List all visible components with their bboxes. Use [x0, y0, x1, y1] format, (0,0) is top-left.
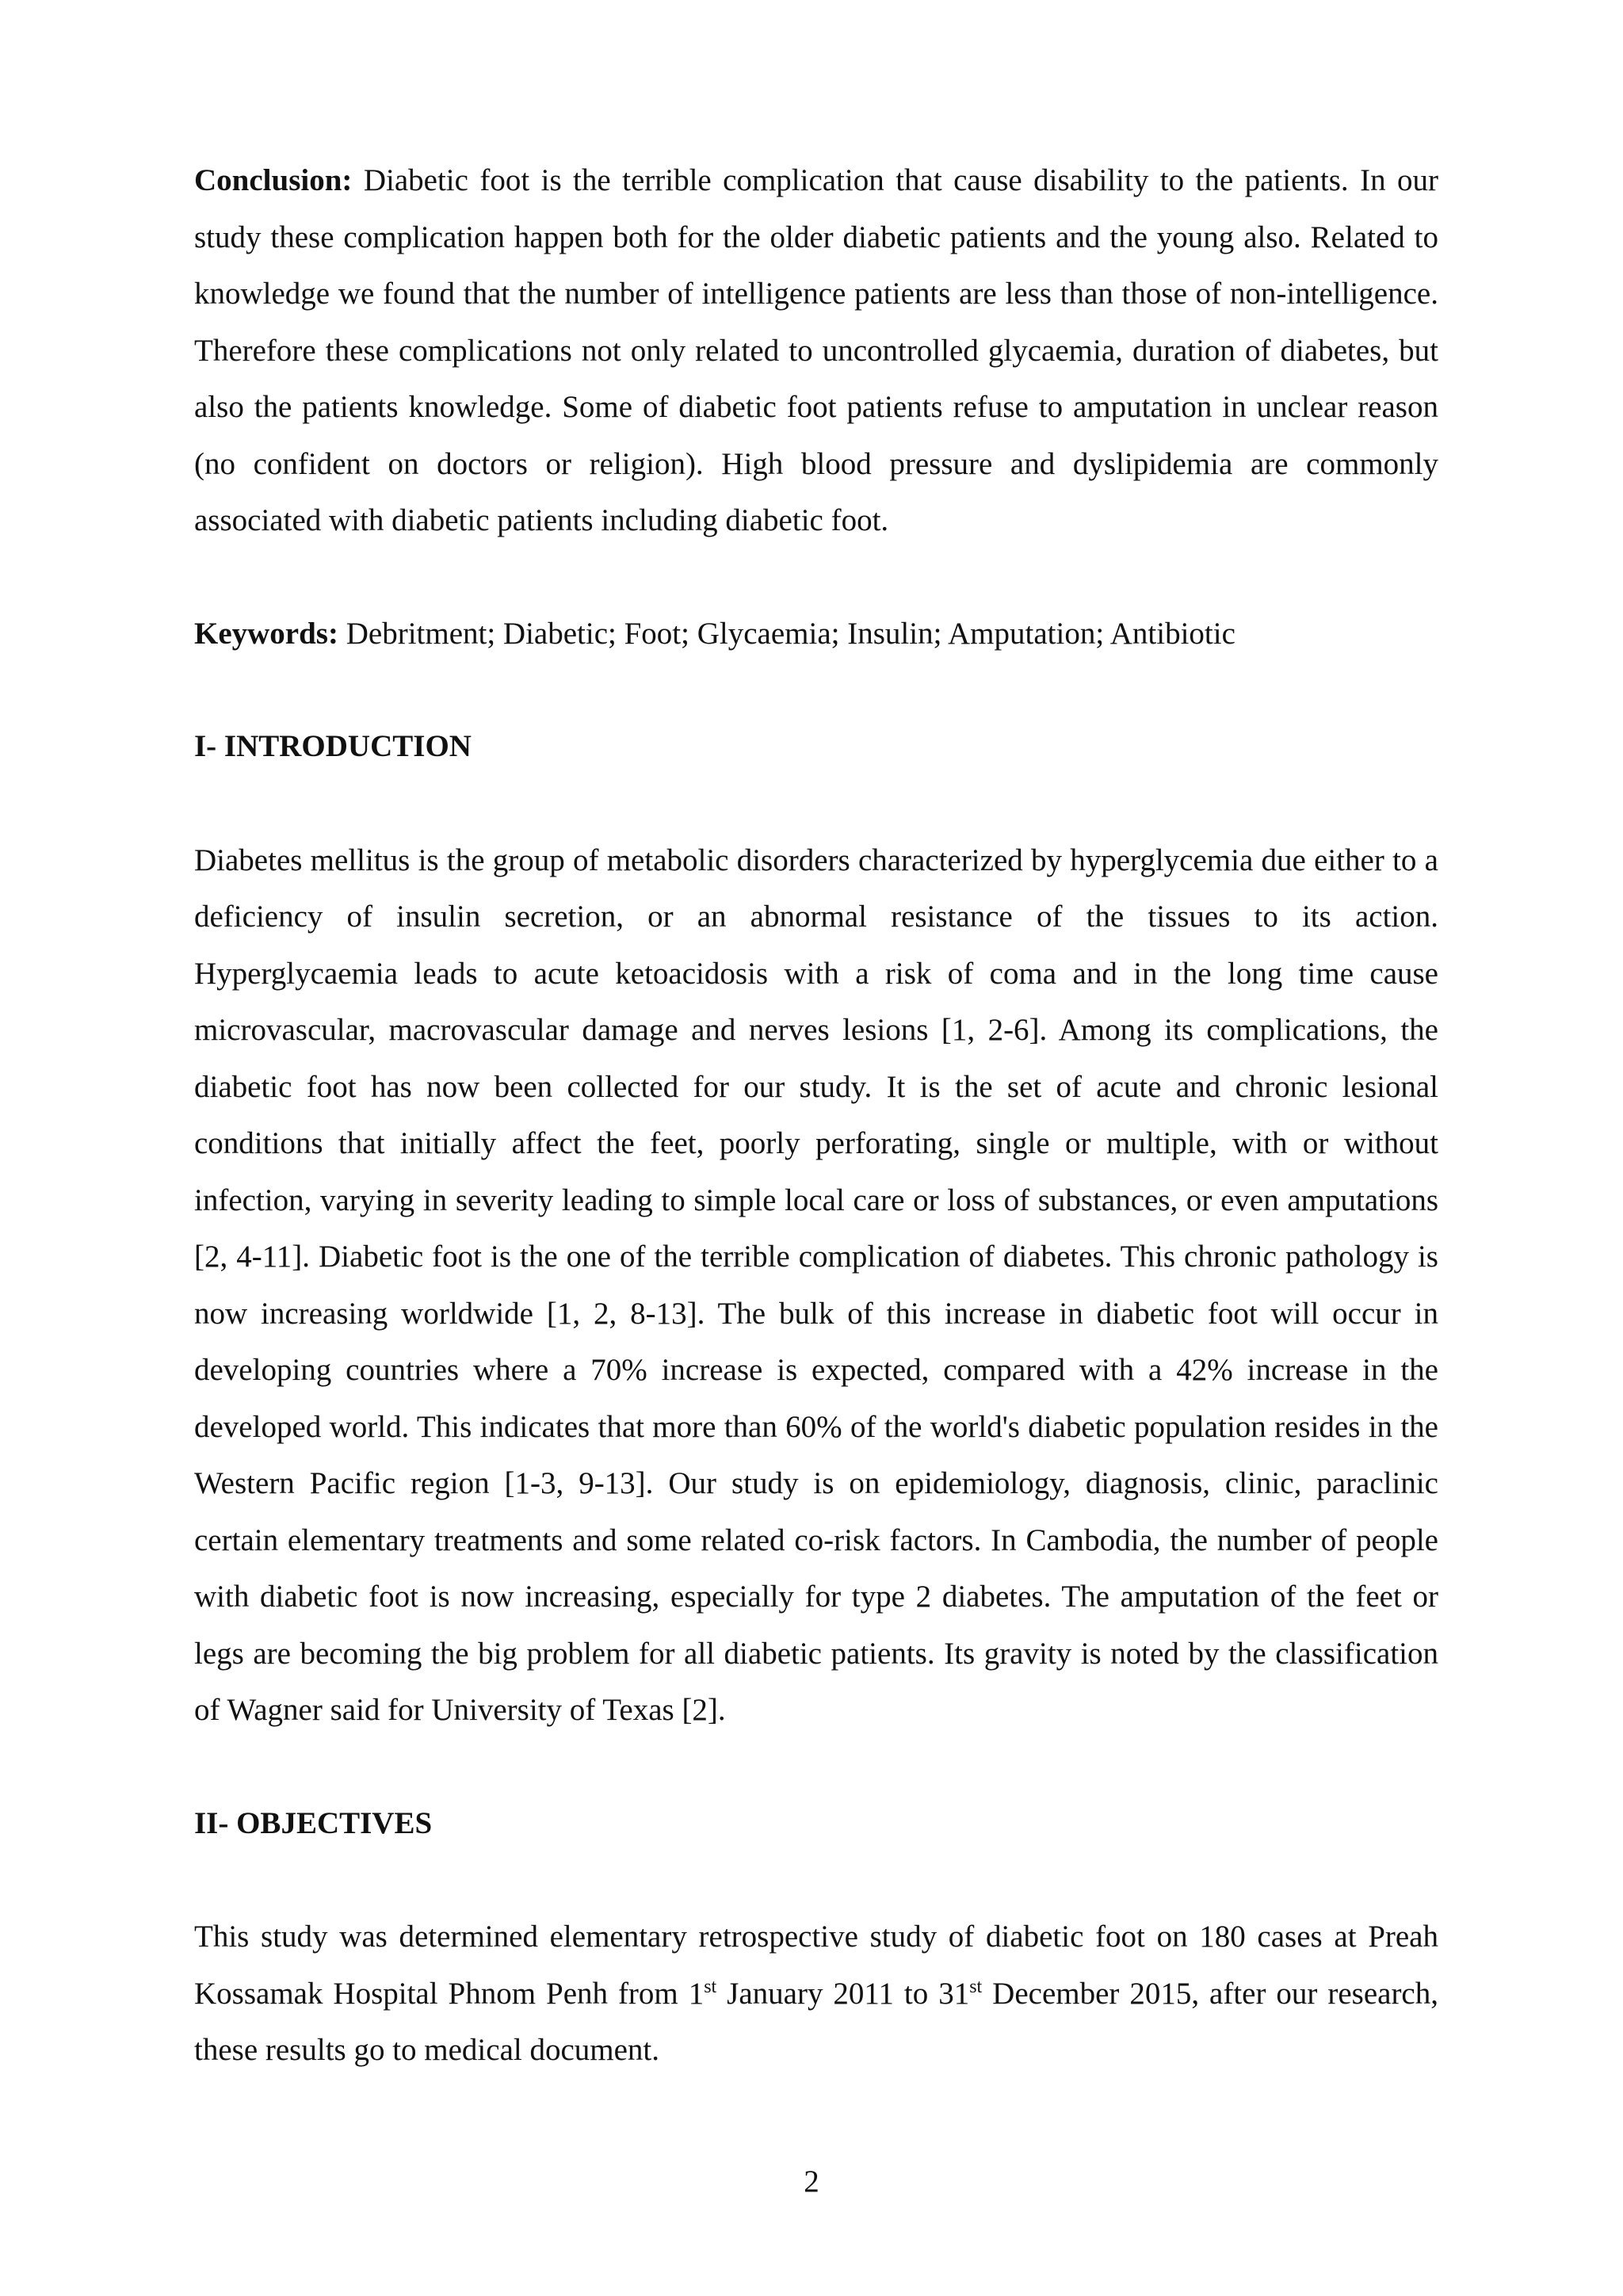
page-number: 2 [804, 2164, 819, 2199]
introduction-heading: I- INTRODUCTION [194, 729, 472, 763]
keywords-label: Keywords: [194, 616, 338, 651]
ordinal-superscript: st [969, 1976, 983, 1997]
objectives-heading: II- OBJECTIVES [194, 1805, 433, 1840]
objectives-text-2: January 2011 to 31 [716, 1976, 970, 2011]
keywords-paragraph [194, 606, 1438, 663]
objectives-paragraph [194, 1908, 1438, 2079]
objectives-text-1: This study was determined elementary retrospective study of diabetic foot on 180 cases at Preah Kossamak Hospital Phnom Penh from 1 [194, 1920, 1438, 2011]
keywords-text: Debritment; Diabetic; Foot; Glycaemia; Insulin; Amputation; Antibiotic [338, 616, 1235, 651]
spacer [194, 662, 1438, 718]
document-body [194, 152, 1438, 2079]
ordinal-superscript: st [704, 1976, 717, 1997]
spacer [194, 775, 1438, 832]
introduction-paragraph: Diabetes mellitus is the group of metabolic disorders characterized by hyperglycemia due either to a deficiency of insulin secretion, or an abnormal resistance of the tissues to its action. Hyperglycaemia leads to acute ketoacidosis with a risk of coma and in the long time cause microvascular, macrovascular damage and nerves lesions [1, 2-6]. Among its complications, the diabetic foot has now been collected for our study. It is the set of acute and chronic lesional conditions that initially affect the feet, poorly perforating, single or multiple, with or without infection, varying in severity leading to simple local care or loss of substances, or even amputations [2, 4-11]. Diabetic foot is the one of the terrible complication of diabetes. This chronic pathology is now increasing worldwide [1, 2, 8-13]. The bulk of this increase in diabetic foot will occur in developing countries where a 70% increase is expected, compared with a 42% increase in the developed world. This indicates that more than 60% of the world's diabetic population resides in the Western Pacific region [1-3, 9-13]. Our study is on epidemiology, diagnosis, clinic, paraclinic certain elementary treatments and some related co-risk factors. In Cambodia, the number of people with diabetic foot is now increasing, especially for type 2 diabetes. The amputation of the feet or legs are becoming the big problem for all diabetic patients. Its gravity is noted by the classification of Wagner said for University of Texas [2]. [194, 842, 1438, 1727]
conclusion-paragraph [194, 152, 1438, 549]
spacer [194, 1739, 1438, 1795]
spacer [194, 549, 1438, 606]
conclusion-text: Diabetic foot is the terrible complication that cause disability to the patients. In our study these complication happen both for the older diabetic patients and the young also. Related to knowledge we found that the number of intelligence patients are less than those of non-intelligence. Therefore these complications not only related to uncontrolled glycaemia, duration of diabetes, but also the patients knowledge. Some of diabetic foot patients refuse to amputation in unclear reason (no confident on doctors or religion). High blood pressure and dyslipidemia are commonly associated with diabetic patients including diabetic foot. [194, 163, 1438, 537]
spacer [194, 1851, 1438, 1908]
conclusion-label: Conclusion: [194, 163, 353, 197]
objectives-text-3: December 2015, after our research, these results go to medical document. [194, 1976, 1438, 2067]
